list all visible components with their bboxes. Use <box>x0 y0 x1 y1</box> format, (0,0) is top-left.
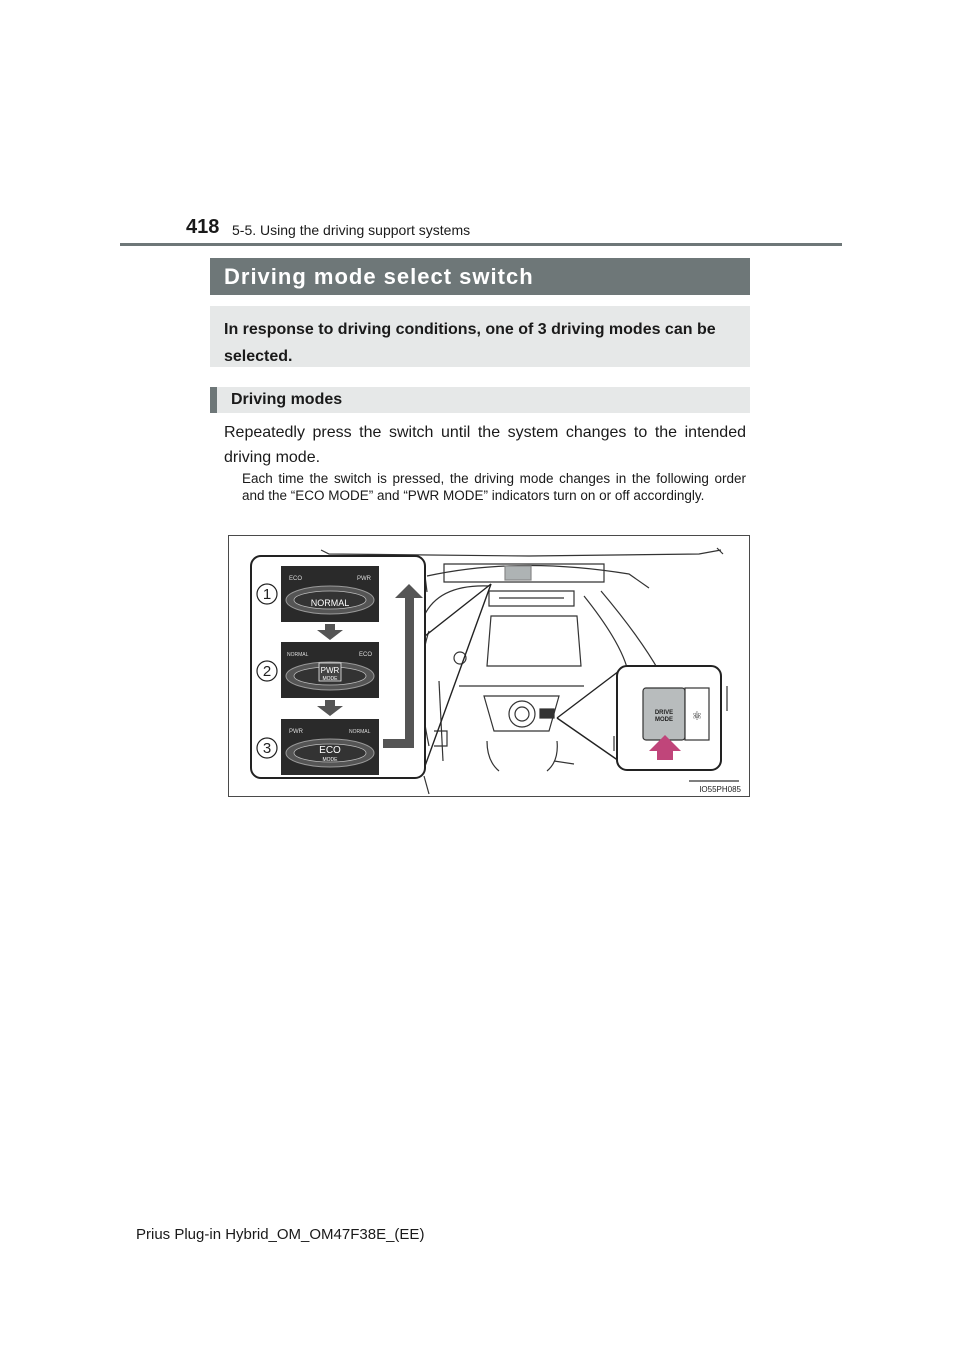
eco-left-indicator: PWR <box>289 729 303 735</box>
pwr-main-label: PWR <box>320 666 340 675</box>
meter-display-normal <box>281 566 379 622</box>
title-bar <box>210 258 750 295</box>
auto-parking-icon: ⚛ <box>691 709 703 723</box>
step-number-3: 3 <box>262 740 272 757</box>
pwr-main-sub: MODE <box>322 676 338 682</box>
step-number-1: 1 <box>262 586 272 603</box>
drive-mode-switch-callout <box>617 666 721 770</box>
pwr-right-indicator: ECO <box>359 652 373 658</box>
page-title: Driving mode select switch <box>224 263 534 289</box>
eco-main-label: ECO <box>319 745 341 756</box>
eco-right-indicator: NORMAL <box>349 729 371 735</box>
step-number-2: 2 <box>262 663 272 680</box>
meter-display-eco <box>281 719 379 775</box>
note-paragraph: Each time the switch is pressed, the driving mode changes in the following order and the “ECO MODE” and “PWR MODE” indicators turn on or off accordingly. <box>242 471 746 503</box>
meter-display-pwr <box>281 642 379 698</box>
pwr-left-indicator: NORMAL <box>287 652 309 658</box>
body-paragraph: Repeatedly press the switch until the system changes to the intended driving mode. <box>224 424 746 466</box>
figure-code: IO55PH085 <box>699 785 741 794</box>
normal-right-indicator: PWR <box>357 576 371 582</box>
section-reference: 5-5. Using the driving support systems <box>232 222 471 238</box>
normal-main-label: NORMAL <box>310 598 350 608</box>
switch-label-line1: DRIVE <box>654 710 674 716</box>
subsection-heading-bar <box>210 387 750 413</box>
normal-left-indicator: ECO <box>289 576 303 582</box>
page-number: 418 <box>186 216 220 238</box>
leader-lines <box>425 584 619 766</box>
footer-document-id: Prius Plug-in Hybrid_OM_OM47F38E_(EE) <box>136 1226 425 1243</box>
subsection-heading: Driving modes <box>231 391 343 408</box>
driving-mode-figure <box>228 535 750 797</box>
header-rule <box>120 243 842 246</box>
eco-main-sub: MODE <box>322 757 338 763</box>
switch-label-line2: MODE <box>655 717 673 723</box>
intro-box <box>210 306 750 367</box>
intro-text: In response to driving conditions, one of 3 driving modes can be selected. <box>224 321 716 365</box>
figure-illustration <box>229 536 751 798</box>
